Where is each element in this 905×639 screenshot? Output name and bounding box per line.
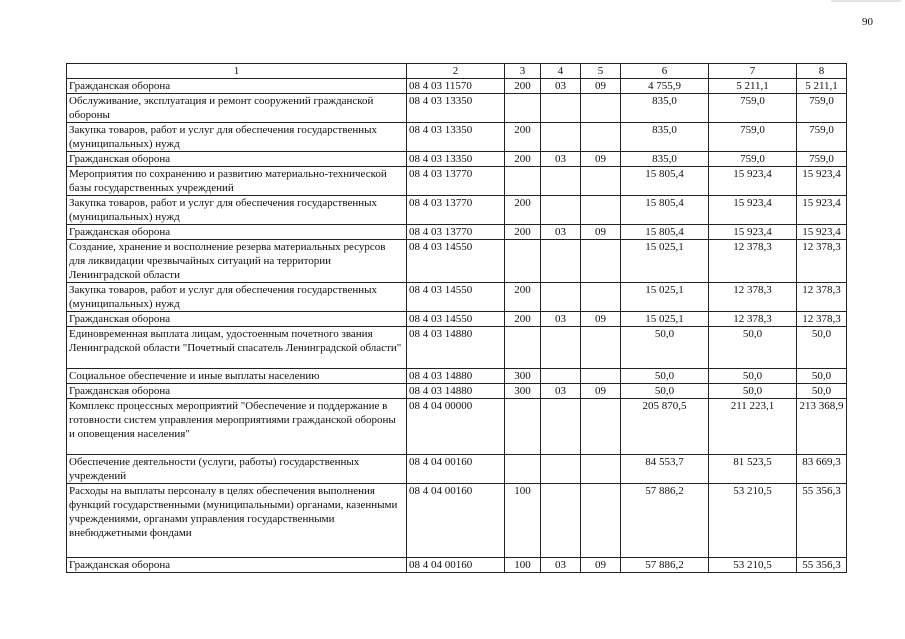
expense-type-cell <box>505 94 541 123</box>
header-cell: 7 <box>709 64 797 79</box>
subsection-cell <box>581 94 621 123</box>
amount-year-2-cell: 12 378,3 <box>709 283 797 312</box>
expense-type-cell: 300 <box>505 369 541 384</box>
budget-table <box>66 63 847 573</box>
row-name-cell: Гражданская оборона <box>67 558 407 573</box>
expense-type-cell <box>505 399 541 455</box>
table-row <box>67 240 847 283</box>
section-cell <box>541 196 581 225</box>
subsection-cell <box>581 455 621 484</box>
subsection-cell: 09 <box>581 384 621 399</box>
amount-year-1-cell: 15 805,4 <box>621 196 709 225</box>
target-code-cell: 08 4 04 00160 <box>407 455 505 484</box>
amount-year-3-cell: 15 923,4 <box>797 196 847 225</box>
amount-year-1-cell: 50,0 <box>621 369 709 384</box>
amount-year-1-cell: 84 553,7 <box>621 455 709 484</box>
amount-year-2-cell: 759,0 <box>709 94 797 123</box>
table-row <box>67 558 847 573</box>
subsection-cell <box>581 369 621 384</box>
row-name-cell: Расходы на выплаты персоналу в целях обеспечения выполнения функций государственными (муниципальными) органами, казенными учреждениями, органами управления государственными внебюджетными фондами <box>67 484 407 558</box>
amount-year-1-cell: 50,0 <box>621 384 709 399</box>
section-cell: 03 <box>541 79 581 94</box>
target-code-cell: 08 4 03 13350 <box>407 94 505 123</box>
scan-edge-mark <box>831 0 901 2</box>
target-code-cell: 08 4 03 13350 <box>407 152 505 167</box>
amount-year-2-cell: 53 210,5 <box>709 558 797 573</box>
header-row <box>67 64 847 79</box>
expense-type-cell: 300 <box>505 384 541 399</box>
subsection-cell <box>581 399 621 455</box>
row-name-cell: Закупка товаров, работ и услуг для обеспечения государственных (муниципальных) нужд <box>67 283 407 312</box>
target-code-cell: 08 4 03 14880 <box>407 369 505 384</box>
amount-year-3-cell: 50,0 <box>797 327 847 369</box>
section-cell: 03 <box>541 225 581 240</box>
amount-year-1-cell: 205 870,5 <box>621 399 709 455</box>
amount-year-2-cell: 15 923,4 <box>709 196 797 225</box>
expense-type-cell: 100 <box>505 558 541 573</box>
amount-year-3-cell: 55 356,3 <box>797 558 847 573</box>
row-name-cell: Обеспечение деятельности (услуги, работы) государственных учреждений <box>67 455 407 484</box>
amount-year-2-cell: 50,0 <box>709 369 797 384</box>
amount-year-3-cell: 759,0 <box>797 123 847 152</box>
amount-year-2-cell: 15 923,4 <box>709 225 797 240</box>
amount-year-1-cell: 57 886,2 <box>621 558 709 573</box>
amount-year-2-cell: 5 211,1 <box>709 79 797 94</box>
row-name-cell: Социальное обеспечение и иные выплаты населению <box>67 369 407 384</box>
subsection-cell: 09 <box>581 152 621 167</box>
amount-year-3-cell: 12 378,3 <box>797 283 847 312</box>
row-name-cell: Создание, хранение и восполнение резерва материальных ресурсов для ликвидации чрезвычайных ситуаций на территории Ленинградской области <box>67 240 407 283</box>
section-cell: 03 <box>541 558 581 573</box>
section-cell <box>541 455 581 484</box>
subsection-cell: 09 <box>581 312 621 327</box>
amount-year-2-cell: 12 378,3 <box>709 240 797 283</box>
expense-type-cell: 200 <box>505 152 541 167</box>
amount-year-3-cell: 55 356,3 <box>797 484 847 558</box>
amount-year-3-cell: 15 923,4 <box>797 225 847 240</box>
section-cell: 03 <box>541 384 581 399</box>
target-code-cell: 08 4 03 13770 <box>407 196 505 225</box>
section-cell: 03 <box>541 152 581 167</box>
table-row <box>67 369 847 384</box>
amount-year-1-cell: 835,0 <box>621 123 709 152</box>
amount-year-1-cell: 835,0 <box>621 94 709 123</box>
amount-year-1-cell: 15 025,1 <box>621 240 709 283</box>
amount-year-2-cell: 759,0 <box>709 152 797 167</box>
row-name-cell: Гражданская оборона <box>67 152 407 167</box>
amount-year-1-cell: 4 755,9 <box>621 79 709 94</box>
amount-year-3-cell: 759,0 <box>797 152 847 167</box>
section-cell <box>541 327 581 369</box>
row-name-cell: Мероприятия по сохранению и развитию материально-технической базы государственных учреждений <box>67 167 407 196</box>
row-name-cell: Закупка товаров, работ и услуг для обеспечения государственных (муниципальных) нужд <box>67 123 407 152</box>
subsection-cell <box>581 283 621 312</box>
section-cell <box>541 167 581 196</box>
header-cell: 2 <box>407 64 505 79</box>
row-name-cell: Единовременная выплата лицам, удостоенным почетного звания Ленинградской области "Почетный спасатель Ленинградской области" <box>67 327 407 369</box>
row-name-cell: Обслуживание, эксплуатация и ремонт сооружений гражданской обороны <box>67 94 407 123</box>
subsection-cell <box>581 196 621 225</box>
subsection-cell <box>581 240 621 283</box>
amount-year-3-cell: 213 368,9 <box>797 399 847 455</box>
expense-type-cell: 200 <box>505 283 541 312</box>
amount-year-3-cell: 759,0 <box>797 94 847 123</box>
table-row <box>67 225 847 240</box>
target-code-cell: 08 4 03 14550 <box>407 283 505 312</box>
expense-type-cell: 100 <box>505 484 541 558</box>
section-cell <box>541 369 581 384</box>
header-cell: 3 <box>505 64 541 79</box>
target-code-cell: 08 4 04 00160 <box>407 484 505 558</box>
table-row <box>67 94 847 123</box>
table-row <box>67 167 847 196</box>
expense-type-cell <box>505 167 541 196</box>
row-name-cell: Гражданская оборона <box>67 384 407 399</box>
target-code-cell: 08 4 03 14880 <box>407 327 505 369</box>
table-row <box>67 196 847 225</box>
header-cell: 8 <box>797 64 847 79</box>
expense-type-cell: 200 <box>505 312 541 327</box>
row-name-cell: Гражданская оборона <box>67 312 407 327</box>
section-cell <box>541 240 581 283</box>
amount-year-3-cell: 15 923,4 <box>797 167 847 196</box>
amount-year-3-cell: 12 378,3 <box>797 240 847 283</box>
table-row <box>67 399 847 455</box>
target-code-cell: 08 4 04 00000 <box>407 399 505 455</box>
amount-year-1-cell: 15 805,4 <box>621 167 709 196</box>
target-code-cell: 08 4 03 13770 <box>407 225 505 240</box>
row-name-cell: Комплекс процессных мероприятий "Обеспечение и поддержание в готовности систем управления мероприятиями гражданской обороны и оповещения населения" <box>67 399 407 455</box>
table-row <box>67 283 847 312</box>
page-number: 90 <box>862 16 873 28</box>
table-row <box>67 312 847 327</box>
amount-year-2-cell: 50,0 <box>709 327 797 369</box>
amount-year-1-cell: 50,0 <box>621 327 709 369</box>
target-code-cell: 08 4 03 13770 <box>407 167 505 196</box>
table-row <box>67 484 847 558</box>
expense-type-cell <box>505 240 541 283</box>
subsection-cell <box>581 167 621 196</box>
header-cell: 5 <box>581 64 621 79</box>
row-name-cell: Закупка товаров, работ и услуг для обеспечения государственных (муниципальных) нужд <box>67 196 407 225</box>
amount-year-1-cell: 15 025,1 <box>621 312 709 327</box>
subsection-cell <box>581 327 621 369</box>
table-row <box>67 327 847 369</box>
amount-year-3-cell: 12 378,3 <box>797 312 847 327</box>
amount-year-3-cell: 83 669,3 <box>797 455 847 484</box>
subsection-cell <box>581 484 621 558</box>
row-name-cell: Гражданская оборона <box>67 225 407 240</box>
amount-year-3-cell: 5 211,1 <box>797 79 847 94</box>
subsection-cell: 09 <box>581 558 621 573</box>
target-code-cell: 08 4 03 11570 <box>407 79 505 94</box>
table-row <box>67 384 847 399</box>
section-cell <box>541 283 581 312</box>
section-cell <box>541 123 581 152</box>
header-cell: 4 <box>541 64 581 79</box>
section-cell <box>541 94 581 123</box>
target-code-cell: 08 4 03 13350 <box>407 123 505 152</box>
section-cell: 03 <box>541 312 581 327</box>
subsection-cell: 09 <box>581 79 621 94</box>
section-cell <box>541 484 581 558</box>
amount-year-1-cell: 15 025,1 <box>621 283 709 312</box>
table-row <box>67 123 847 152</box>
header-cell: 1 <box>67 64 407 79</box>
table-row <box>67 79 847 94</box>
amount-year-2-cell: 759,0 <box>709 123 797 152</box>
amount-year-2-cell: 53 210,5 <box>709 484 797 558</box>
amount-year-2-cell: 12 378,3 <box>709 312 797 327</box>
target-code-cell: 08 4 04 00160 <box>407 558 505 573</box>
amount-year-2-cell: 50,0 <box>709 384 797 399</box>
table-row <box>67 455 847 484</box>
expense-type-cell <box>505 455 541 484</box>
target-code-cell: 08 4 03 14550 <box>407 312 505 327</box>
amount-year-3-cell: 50,0 <box>797 369 847 384</box>
amount-year-1-cell: 57 886,2 <box>621 484 709 558</box>
row-name-cell: Гражданская оборона <box>67 79 407 94</box>
target-code-cell: 08 4 03 14880 <box>407 384 505 399</box>
amount-year-2-cell: 15 923,4 <box>709 167 797 196</box>
expense-type-cell <box>505 327 541 369</box>
amount-year-3-cell: 50,0 <box>797 384 847 399</box>
expense-type-cell: 200 <box>505 123 541 152</box>
subsection-cell <box>581 123 621 152</box>
expense-type-cell: 200 <box>505 79 541 94</box>
header-cell: 6 <box>621 64 709 79</box>
amount-year-2-cell: 81 523,5 <box>709 455 797 484</box>
table-row <box>67 152 847 167</box>
amount-year-1-cell: 835,0 <box>621 152 709 167</box>
amount-year-2-cell: 211 223,1 <box>709 399 797 455</box>
expense-type-cell: 200 <box>505 196 541 225</box>
amount-year-1-cell: 15 805,4 <box>621 225 709 240</box>
target-code-cell: 08 4 03 14550 <box>407 240 505 283</box>
section-cell <box>541 399 581 455</box>
subsection-cell: 09 <box>581 225 621 240</box>
expense-type-cell: 200 <box>505 225 541 240</box>
